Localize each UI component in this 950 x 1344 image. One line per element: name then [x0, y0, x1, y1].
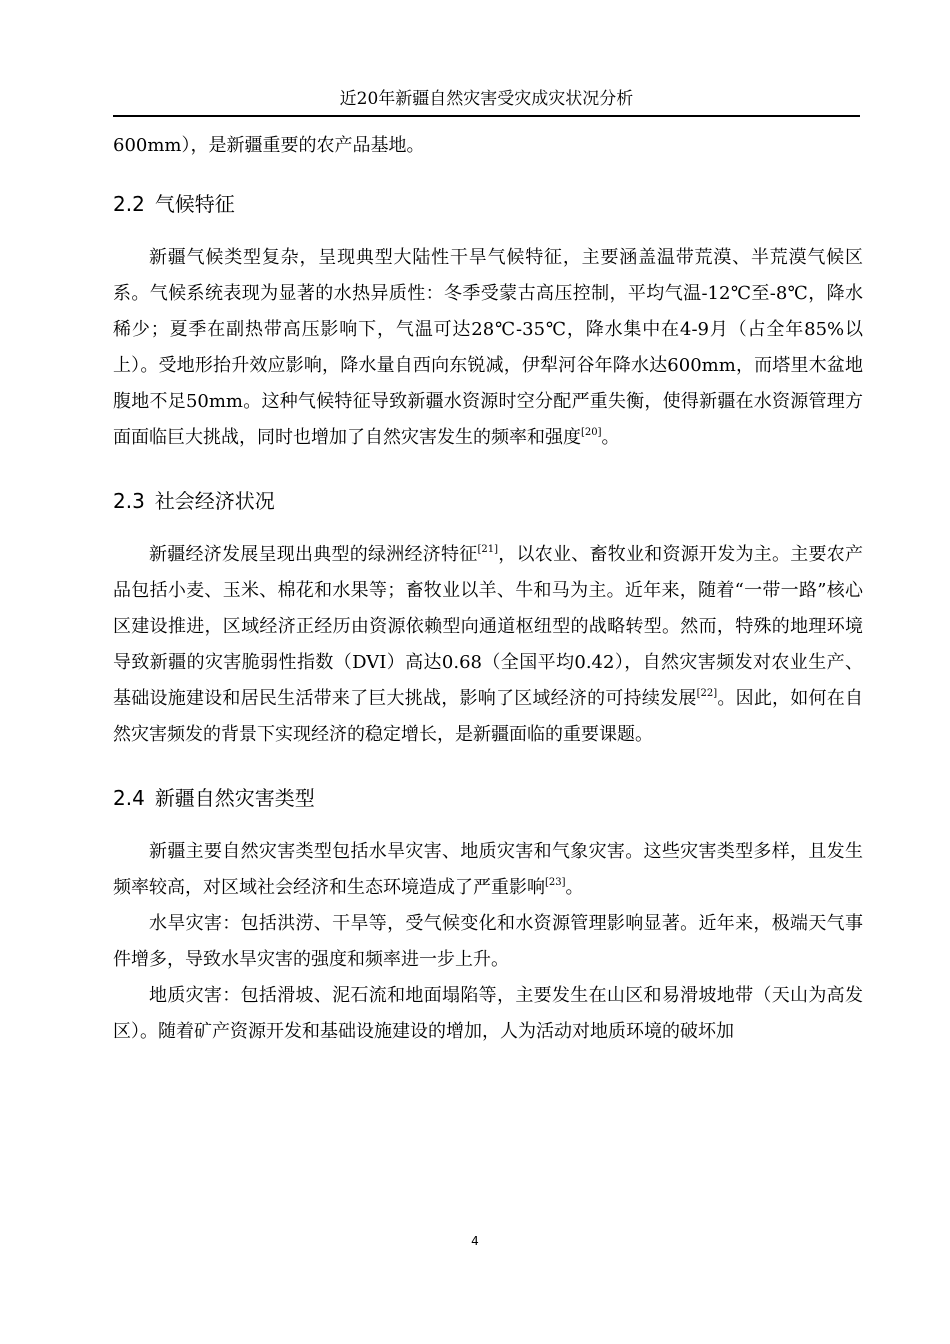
paragraph-text: 新疆经济发展呈现出典型的绿洲经济特征 — [149, 544, 478, 565]
section-heading-2-2 — [113, 189, 863, 219]
paragraph-economy — [113, 537, 863, 753]
section-heading-2-4 — [113, 783, 863, 813]
section-number: 2.3 — [113, 489, 145, 513]
section-title: 社会经济状况 — [154, 489, 275, 513]
citation: [21] — [477, 544, 499, 555]
paragraph-geological: 地质灾害：包括滑坡、泥石流和地面塌陷等，主要发生在山区和易滑坡地带（天山为高发区）。随着矿产资源开发和基础设施建设的增加，人为活动对地质环境的破坏加 — [113, 985, 863, 1042]
paragraph-end: 。 — [565, 877, 584, 898]
paragraph-disaster-types — [113, 834, 863, 906]
section-number: 2.2 — [113, 192, 145, 216]
paragraph-text: ，以农业、畜牧业和资源开发为主。主要农产品包括小麦、玉米、棉花和水果等；畜牧业以羊、牛和马为主。近年来，随着“一带一路”核心区建设推进，区域经济正经历由资源依赖型向通道枢纽型的战略转型。然而，特殊的地理环境导致新疆的灾害脆弱性指数（DVI）高达0.68（全国平均0.42），自然灾害频发对农业生产、基础设施建设和居民生活带来了巨大挑战，影响了区域经济的可持续发展 — [113, 544, 863, 709]
paragraph-text: 新疆气候类型复杂，呈现典型大陆性干旱气候特征，主要涵盖温带荒漠、半荒漠气候区系。气候系统表现为显著的水热异质性：冬季受蒙古高压控制，平均气温-12℃至-8℃，降水稀少；夏季在副热带高压影响下，气温可达28℃-35℃，降水集中在4-9月（占全年85%以上）。受地形抬升效应影响，降水量自西向东锐减，伊犁河谷年降水达600mm，而塔里木盆地腹地不足50mm。这种气候特征导致新疆水资源时空分配严重失衡，使得新疆在水资源管理方面面临巨大挑战，同时也增加了自然灾害发生的频率和强度 — [113, 247, 863, 448]
paragraph-end: 。 — [601, 427, 620, 448]
citation: [20] — [581, 427, 602, 438]
continued-paragraph: 600mm），是新疆重要的农产品基地。 — [113, 135, 425, 156]
section-title: 新疆自然灾害类型 — [154, 786, 315, 810]
paragraph-flood-drought: 水旱灾害：包括洪涝、干旱等，受气候变化和水资源管理影响显著。近年来，极端天气事件增多，导致水旱灾害的强度和频率进一步上升。 — [113, 913, 863, 970]
header-rule — [113, 115, 860, 117]
citation: [23] — [545, 877, 566, 888]
page-body — [113, 128, 863, 1050]
paragraph-text: 新疆主要自然灾害类型包括水旱灾害、地质灾害和气象灾害。这些灾害类型多样，且发生频率较高，对区域社会经济和生态环境造成了严重影响 — [113, 841, 863, 898]
page-number: 4 — [471, 1234, 479, 1248]
citation: [22] — [696, 688, 718, 699]
section-title: 气候特征 — [154, 192, 235, 216]
section-heading-2-3 — [113, 486, 863, 516]
paragraph-text: 。因此，如何在自然灾害频发的背景下实现经济的稳定增长，是新疆面临的重要课题。 — [113, 688, 864, 745]
section-number: 2.4 — [113, 786, 145, 810]
running-header: 近20年新疆自然灾害受灾成灾状况分析 — [339, 89, 634, 109]
paragraph-climate — [113, 240, 863, 456]
